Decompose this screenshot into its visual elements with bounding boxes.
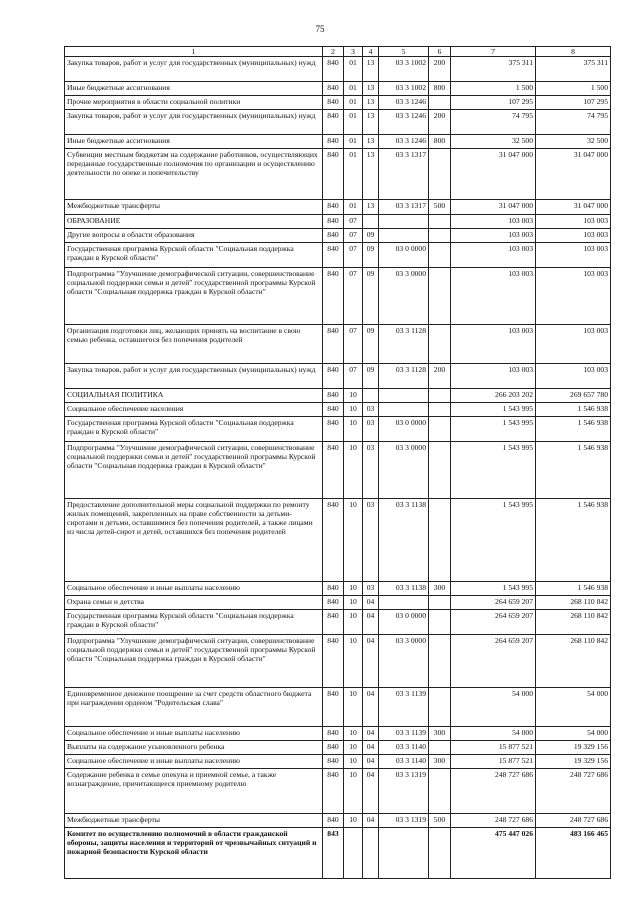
row-target-cell: 03 3 1140 [379,755,429,769]
row-name-cell: Иные бюджетные ассигнования [65,82,323,96]
table-row [65,229,611,243]
row-name-cell: Комитет по осуществлению полномочий в области гражданской обороны, защиты населения и территорий от чрезвычайных ситуаций и пожарной безопасности Курской области [65,828,323,879]
row-section-cell: 10 [344,417,363,442]
row-name-cell: Организация подготовки лиц, желающих принять на воспитание в свою семью ребенка, оставшегося без попечения родителей [65,325,323,364]
row-name-cell: Закупка товаров, работ и услуг для государственных (муниципальных) нужд [65,110,323,135]
row-subsection-cell: 09 [363,229,379,243]
row-name-cell: Государственная программа Курской области "Социальная поддержка граждан в Курской области" [65,417,323,442]
row-subsection-cell: 09 [363,364,379,389]
row-expense-type-cell [429,389,451,403]
row-section-cell: 07 [344,243,363,268]
row-subsection-cell: 04 [363,610,379,635]
row-amount-year1-cell: 1 543 995 [451,403,536,417]
row-amount-year2-cell: 248 727 686 [536,814,611,828]
row-target-cell: 03 3 1140 [379,741,429,755]
row-target-cell: 03 3 0000 [379,442,429,499]
row-amount-year2-cell: 103 003 [536,364,611,389]
row-amount-year1-cell: 103 003 [451,243,536,268]
row-grbs-cell: 840 [323,229,344,243]
table-header-row [65,47,611,57]
row-amount-year2-cell: 1 546 938 [536,582,611,596]
budget-table [64,46,611,879]
row-section-cell: 10 [344,442,363,499]
table-row [65,417,611,442]
row-target-cell: 03 3 1319 [379,814,429,828]
row-subsection-cell: 13 [363,110,379,135]
row-target-cell: 03 3 1319 [379,769,429,814]
row-expense-type-cell: 300 [429,727,451,741]
row-target-cell: 03 3 1138 [379,499,429,582]
row-grbs-cell: 840 [323,635,344,688]
header-cell: 3 [344,47,363,57]
row-amount-year2-cell: 483 166 465 [536,828,611,879]
table-row [65,814,611,828]
row-target-cell: 03 3 1246 [379,96,429,110]
table-row [65,828,611,879]
table-row [65,96,611,110]
row-expense-type-cell: 300 [429,755,451,769]
row-name-cell: Прочие мероприятия в области социальной политики [65,96,323,110]
table-row [65,364,611,389]
row-amount-year2-cell: 31 047 000 [536,200,611,215]
row-expense-type-cell [429,741,451,755]
row-expense-type-cell [429,417,451,442]
row-subsection-cell: 04 [363,741,379,755]
row-expense-type-cell [429,688,451,727]
row-grbs-cell: 840 [323,610,344,635]
row-expense-type-cell [429,403,451,417]
row-expense-type-cell [429,96,451,110]
row-grbs-cell: 840 [323,243,344,268]
header-cell: 8 [536,47,611,57]
row-expense-type-cell [429,149,451,200]
row-expense-type-cell [429,769,451,814]
row-expense-type-cell [429,325,451,364]
row-amount-year2-cell: 103 003 [536,243,611,268]
row-target-cell [379,403,429,417]
row-expense-type-cell: 200 [429,364,451,389]
row-amount-year1-cell: 1 543 995 [451,442,536,499]
row-amount-year1-cell: 264 659 207 [451,596,536,610]
row-section-cell: 01 [344,135,363,149]
row-subsection-cell: 04 [363,596,379,610]
row-grbs-cell: 840 [323,149,344,200]
row-section-cell: 07 [344,268,363,325]
row-subsection-cell [363,389,379,403]
table-row [65,243,611,268]
row-target-cell: 03 3 0000 [379,268,429,325]
row-target-cell: 03 3 0000 [379,635,429,688]
row-grbs-cell: 840 [323,582,344,596]
row-amount-year1-cell: 103 003 [451,229,536,243]
row-expense-type-cell: 500 [429,814,451,828]
row-section-cell: 07 [344,229,363,243]
row-subsection-cell: 09 [363,325,379,364]
row-grbs-cell: 840 [323,403,344,417]
row-grbs-cell: 840 [323,135,344,149]
row-subsection-cell: 13 [363,200,379,215]
table-row [65,582,611,596]
row-grbs-cell: 840 [323,727,344,741]
row-amount-year1-cell: 1 543 995 [451,582,536,596]
row-name-cell: Содержание ребенка в семье опекуна и приемной семье, а также вознаграждение, причитающееся приемному родителю [65,769,323,814]
row-expense-type-cell [429,268,451,325]
row-grbs-cell: 840 [323,688,344,727]
row-name-cell: Закупка товаров, работ и услуг для государственных (муниципальных) нужд [65,57,323,82]
row-subsection-cell: 13 [363,82,379,96]
row-section-cell: 07 [344,215,363,229]
row-section-cell: 07 [344,364,363,389]
table-row [65,57,611,82]
row-name-cell: Выплаты на содержание усыновленного ребенка [65,741,323,755]
row-name-cell: ОБРАЗОВАНИЕ [65,215,323,229]
row-expense-type-cell [429,635,451,688]
row-amount-year1-cell: 103 003 [451,215,536,229]
table-row [65,325,611,364]
row-target-cell: 03 3 1246 [379,110,429,135]
row-name-cell: Подпрограмма "Улучшение демографической ситуации, совершенствование социальной поддержки семьи и детей" государственной программы Курской области "Социальная поддержка граждан в Курской области" [65,635,323,688]
row-amount-year2-cell: 103 003 [536,229,611,243]
row-amount-year2-cell: 1 500 [536,82,611,96]
row-subsection-cell: 04 [363,755,379,769]
table-row [65,755,611,769]
row-name-cell: Охрана семьи и детства [65,596,323,610]
row-section-cell: 10 [344,389,363,403]
row-subsection-cell: 03 [363,403,379,417]
row-amount-year1-cell: 1 500 [451,82,536,96]
table-row [65,635,611,688]
row-amount-year2-cell: 1 546 938 [536,442,611,499]
row-section-cell: 10 [344,688,363,727]
row-amount-year1-cell: 264 659 207 [451,610,536,635]
table-row [65,442,611,499]
row-grbs-cell: 840 [323,814,344,828]
row-target-cell: 03 0 0000 [379,610,429,635]
row-name-cell: Межбюджетные трансферты [65,200,323,215]
table-row [65,610,611,635]
row-amount-year1-cell: 31 047 000 [451,200,536,215]
row-expense-type-cell: 300 [429,582,451,596]
row-subsection-cell: 03 [363,499,379,582]
row-target-cell: 03 3 1128 [379,325,429,364]
row-amount-year1-cell: 475 447 026 [451,828,536,879]
row-amount-year2-cell: 1 546 938 [536,499,611,582]
header-cell: 1 [65,47,323,57]
row-target-cell [379,389,429,403]
row-amount-year2-cell: 268 110 842 [536,635,611,688]
row-section-cell: 10 [344,596,363,610]
row-subsection-cell: 04 [363,635,379,688]
row-subsection-cell: 09 [363,243,379,268]
row-expense-type-cell [429,229,451,243]
row-amount-year2-cell: 268 110 842 [536,610,611,635]
row-subsection-cell: 13 [363,57,379,82]
row-amount-year2-cell: 103 003 [536,325,611,364]
row-grbs-cell: 840 [323,110,344,135]
row-amount-year1-cell: 107 295 [451,96,536,110]
row-grbs-cell: 840 [323,741,344,755]
row-amount-year2-cell: 19 329 156 [536,741,611,755]
row-subsection-cell: 13 [363,149,379,200]
row-amount-year1-cell: 264 659 207 [451,635,536,688]
row-amount-year2-cell: 269 657 780 [536,389,611,403]
row-target-cell: 03 3 1002 [379,82,429,96]
row-section-cell: 01 [344,149,363,200]
row-name-cell: Субвенции местным бюджетам на содержание работников, осуществляющих переданные государственные полномочия по организации и осуществлению деятельности по опеке и попечительству [65,149,323,200]
row-amount-year1-cell: 103 003 [451,325,536,364]
row-amount-year2-cell: 248 727 686 [536,769,611,814]
row-target-cell [379,596,429,610]
table-row [65,200,611,215]
row-grbs-cell: 843 [323,828,344,879]
row-section-cell [344,828,363,879]
row-name-cell: Подпрограмма "Улучшение демографической ситуации, совершенствование социальной поддержки семьи и детей" государственной программы Курской области "Социальная поддержка граждан в Курской области" [65,442,323,499]
row-section-cell: 10 [344,635,363,688]
row-subsection-cell [363,215,379,229]
row-name-cell: Подпрограмма "Улучшение демографической ситуации, совершенствование социальной поддержки семьи и детей" государственной программы Курской области "Социальная поддержка граждан в Курской области" [65,268,323,325]
row-section-cell: 10 [344,769,363,814]
row-grbs-cell: 840 [323,755,344,769]
row-target-cell: 03 3 1128 [379,364,429,389]
row-amount-year2-cell: 375 311 [536,57,611,82]
row-expense-type-cell [429,442,451,499]
row-section-cell: 01 [344,57,363,82]
row-subsection-cell: 04 [363,769,379,814]
row-target-cell: 03 3 1139 [379,727,429,741]
row-name-cell: Государственная программа Курской области "Социальная поддержка граждан в Курской области" [65,243,323,268]
row-subsection-cell [363,828,379,879]
row-target-cell: 03 3 1139 [379,688,429,727]
row-subsection-cell: 04 [363,814,379,828]
row-grbs-cell: 840 [323,200,344,215]
row-target-cell [379,828,429,879]
table-row [65,499,611,582]
row-target-cell: 03 0 0000 [379,243,429,268]
row-section-cell: 01 [344,110,363,135]
row-name-cell: Другие вопросы в области образования [65,229,323,243]
row-section-cell: 10 [344,403,363,417]
table-row [65,268,611,325]
row-target-cell: 03 3 1138 [379,582,429,596]
row-section-cell: 10 [344,814,363,828]
row-amount-year1-cell: 31 047 000 [451,149,536,200]
row-expense-type-cell: 800 [429,82,451,96]
table-row [65,727,611,741]
table-body [65,57,611,879]
row-subsection-cell: 03 [363,442,379,499]
row-expense-type-cell [429,499,451,582]
row-amount-year1-cell: 1 543 995 [451,499,536,582]
row-expense-type-cell [429,828,451,879]
row-amount-year1-cell: 375 311 [451,57,536,82]
row-section-cell: 10 [344,727,363,741]
row-expense-type-cell: 200 [429,57,451,82]
table-row [65,688,611,727]
row-grbs-cell: 840 [323,364,344,389]
page-number: 75 [315,24,325,34]
row-section-cell: 10 [344,610,363,635]
row-name-cell: Социальное обеспечение и иные выплаты населению [65,727,323,741]
table-row [65,135,611,149]
row-amount-year2-cell: 19 329 156 [536,755,611,769]
row-amount-year2-cell: 107 295 [536,96,611,110]
row-name-cell: Социальное обеспечение населения [65,403,323,417]
table-row [65,596,611,610]
row-amount-year1-cell: 15 877 521 [451,755,536,769]
row-subsection-cell: 04 [363,727,379,741]
row-target-cell: 03 3 1317 [379,149,429,200]
header-cell: 4 [363,47,379,57]
row-name-cell: Социальное обеспечение и иные выплаты населению [65,755,323,769]
row-amount-year2-cell: 31 047 000 [536,149,611,200]
row-grbs-cell: 840 [323,215,344,229]
row-amount-year1-cell: 54 000 [451,688,536,727]
row-section-cell: 10 [344,582,363,596]
row-grbs-cell: 840 [323,82,344,96]
row-amount-year2-cell: 103 003 [536,215,611,229]
row-amount-year2-cell: 32 500 [536,135,611,149]
row-expense-type-cell: 200 [429,110,451,135]
row-subsection-cell: 13 [363,96,379,110]
row-target-cell: 03 3 1317 [379,200,429,215]
row-grbs-cell: 840 [323,389,344,403]
row-grbs-cell: 840 [323,57,344,82]
row-amount-year1-cell: 266 203 202 [451,389,536,403]
table-row [65,110,611,135]
row-subsection-cell: 03 [363,417,379,442]
row-section-cell: 07 [344,325,363,364]
row-amount-year1-cell: 1 543 995 [451,417,536,442]
row-amount-year1-cell: 54 000 [451,727,536,741]
row-target-cell: 03 3 1246 [379,135,429,149]
row-amount-year2-cell: 268 110 842 [536,596,611,610]
table-row [65,149,611,200]
row-amount-year1-cell: 15 877 521 [451,741,536,755]
table-row [65,741,611,755]
table-row [65,403,611,417]
row-amount-year2-cell: 54 000 [536,727,611,741]
row-amount-year2-cell: 54 000 [536,688,611,727]
row-name-cell: Социальное обеспечение и иные выплаты населению [65,582,323,596]
row-amount-year2-cell: 1 546 938 [536,403,611,417]
row-section-cell: 10 [344,499,363,582]
table-row [65,389,611,403]
table-row [65,82,611,96]
row-name-cell: Закупка товаров, работ и услуг для государственных (муниципальных) нужд [65,364,323,389]
row-amount-year1-cell: 74 795 [451,110,536,135]
row-grbs-cell: 840 [323,96,344,110]
table-row [65,215,611,229]
header-cell: 2 [323,47,344,57]
row-subsection-cell: 13 [363,135,379,149]
row-name-cell: Государственная программа Курской области "Социальная поддержка граждан в Курской области" [65,610,323,635]
row-amount-year1-cell: 32 500 [451,135,536,149]
table-row [65,769,611,814]
row-expense-type-cell [429,243,451,268]
row-amount-year2-cell: 1 546 938 [536,417,611,442]
header-cell: 5 [379,47,429,57]
row-grbs-cell: 840 [323,417,344,442]
header-cell: 6 [429,47,451,57]
row-expense-type-cell [429,215,451,229]
row-expense-type-cell: 500 [429,200,451,215]
row-target-cell [379,229,429,243]
header-cell: 7 [451,47,536,57]
row-amount-year1-cell: 248 727 686 [451,814,536,828]
row-amount-year2-cell: 103 003 [536,268,611,325]
row-grbs-cell: 840 [323,499,344,582]
row-expense-type-cell [429,610,451,635]
row-amount-year2-cell: 74 795 [536,110,611,135]
row-subsection-cell: 04 [363,688,379,727]
row-amount-year1-cell: 248 727 686 [451,769,536,814]
row-grbs-cell: 840 [323,769,344,814]
row-name-cell: СОЦИАЛЬНАЯ ПОЛИТИКА [65,389,323,403]
row-amount-year1-cell: 103 003 [451,364,536,389]
row-grbs-cell: 840 [323,325,344,364]
row-subsection-cell: 03 [363,582,379,596]
row-section-cell: 10 [344,741,363,755]
row-subsection-cell: 09 [363,268,379,325]
row-amount-year1-cell: 103 003 [451,268,536,325]
row-grbs-cell: 840 [323,268,344,325]
row-grbs-cell: 840 [323,596,344,610]
row-section-cell: 01 [344,200,363,215]
row-target-cell [379,215,429,229]
row-name-cell: Межбюджетные трансферты [65,814,323,828]
row-target-cell: 03 0 0000 [379,417,429,442]
row-grbs-cell: 840 [323,442,344,499]
row-expense-type-cell: 800 [429,135,451,149]
row-name-cell: Единовременное денежное поощрение за счет средств областного бюджета при награждении орденом "Родительская слава" [65,688,323,727]
row-name-cell: Иные бюджетные ассигнования [65,135,323,149]
row-section-cell: 01 [344,96,363,110]
row-name-cell: Предоставление дополнительной меры социальной поддержки по ремонту жилых помещений, закрепленных на праве собственности за детьми-сиротами и детьми, оставшимися без попечения родителей, а также лицами из числа детей-сирот и детей, оставшихся без попечения родителей [65,499,323,582]
row-target-cell: 03 3 1002 [379,57,429,82]
row-section-cell: 10 [344,755,363,769]
row-expense-type-cell [429,596,451,610]
row-section-cell: 01 [344,82,363,96]
